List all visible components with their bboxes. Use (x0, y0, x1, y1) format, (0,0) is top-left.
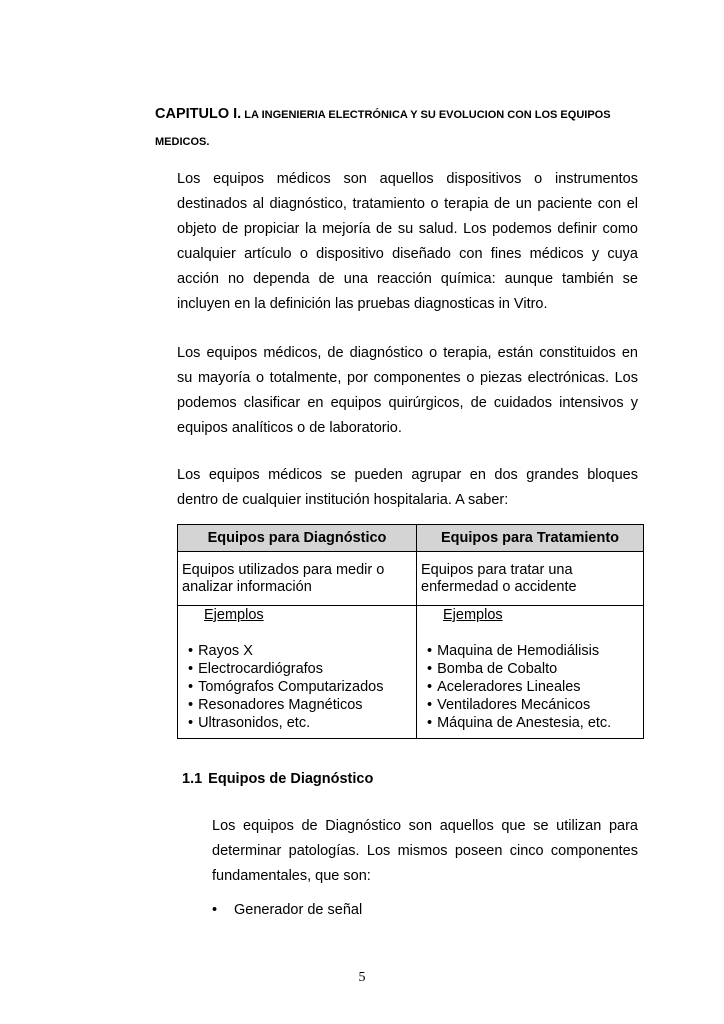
chapter-number: CAPITULO I. (155, 106, 242, 122)
list-item (421, 678, 639, 696)
bullet-icon: • (427, 643, 433, 659)
bullet-icon: • (427, 697, 433, 713)
example-item-label: Ultrasonidos, etc. (198, 715, 311, 731)
list-item (182, 660, 412, 678)
bullet-icon: • (427, 715, 433, 731)
bullet-icon: • (427, 679, 433, 695)
page-number: 5 (358, 970, 366, 985)
example-item-label: Resonadores Magnéticos (198, 697, 363, 713)
bullet-icon: • (188, 715, 194, 731)
examples-treatment-cell (417, 606, 644, 739)
bullet-icon: • (188, 679, 194, 695)
example-item-label: Rayos X (198, 643, 253, 659)
bullet-icon: • (212, 902, 218, 918)
example-item-label: Aceleradores Lineales (437, 679, 581, 695)
example-item-label: Electrocardiógrafos (198, 661, 323, 677)
section-heading (182, 769, 373, 789)
example-item-label: Ventiladores Mecánicos (437, 697, 591, 713)
chapter-heading (155, 101, 635, 155)
list-item (421, 714, 639, 732)
paragraph-diagnostic-equipment: Los equipos de Diagnóstico son aquellos que se utilizan para determinar patologías. Los mismos poseen cinco componentes fundamentales, que son: (212, 818, 638, 884)
bullet-icon: • (188, 697, 194, 713)
list-item (182, 642, 412, 660)
description-treatment: Equipos para tratar una enfermedad o accidente (417, 552, 644, 606)
table-examples-row (178, 606, 644, 739)
list-item (212, 899, 362, 921)
list-item (182, 696, 412, 714)
example-item-label: Bomba de Cobalto (437, 661, 558, 677)
section-number: 1.1 (182, 771, 203, 787)
examples-label: Ejemplos (443, 607, 503, 623)
diagnostic-examples-list (182, 642, 412, 732)
header-treatment: Equipos para Tratamiento (417, 525, 644, 552)
table-header-row (178, 525, 644, 552)
chapter-title: LA INGENIERIA ELECTRÓNICA Y SU EVOLUCION CON LOS EQUIPOS MEDICOS. (155, 109, 611, 148)
description-diagnostic: Equipos utilizados para medir o analizar información (178, 552, 417, 606)
bullet-item-label: Generador de señal (234, 902, 363, 918)
list-item (421, 696, 639, 714)
example-item-label: Maquina de Hemodiálisis (437, 643, 600, 659)
section-title: Equipos de Diagnóstico (208, 771, 374, 787)
header-diagnostic: Equipos para Diagnóstico (178, 525, 417, 552)
paragraph-components: Los equipos médicos, de diagnóstico o terapia, están constituidos en su mayoría o totalmente, por componentes o piezas electrónicas. Los podemos clasificar en equipos quirúrgicos, de cuidados intensivos y equipos analíticos o de laboratorio. (177, 345, 638, 436)
examples-diagnostic-cell (178, 606, 417, 739)
list-item (421, 642, 639, 660)
list-item (182, 678, 412, 696)
bullet-icon: • (427, 661, 433, 677)
paragraph-groups: Los equipos médicos se pueden agrupar en dos grandes bloques dentro de cualquier institución hospitalaria. A saber: (177, 467, 638, 508)
equipment-table (177, 524, 644, 739)
example-item-label: Tomógrafos Computarizados (198, 679, 384, 695)
examples-label: Ejemplos (204, 607, 264, 623)
paragraph-definition: Los equipos médicos son aquellos dispositivos o instrumentos destinados al diagnóstico, tratamiento o terapia de un paciente con el objeto de propiciar la mejoría de su salud. Los podemos definir como cualquier artículo o dispositivo diseñado con fines médicos y cuya acción no dependa de una reacción química: aunque también se incluyen en la definición las pruebas diagnosticas in Vitro. (177, 171, 638, 312)
bullet-icon: • (188, 661, 194, 677)
treatment-examples-list (421, 642, 639, 732)
list-item (182, 714, 412, 732)
bullet-icon: • (188, 643, 194, 659)
example-item-label: Máquina de Anestesia, etc. (437, 715, 612, 731)
list-item (421, 660, 639, 678)
table-description-row (178, 552, 644, 606)
